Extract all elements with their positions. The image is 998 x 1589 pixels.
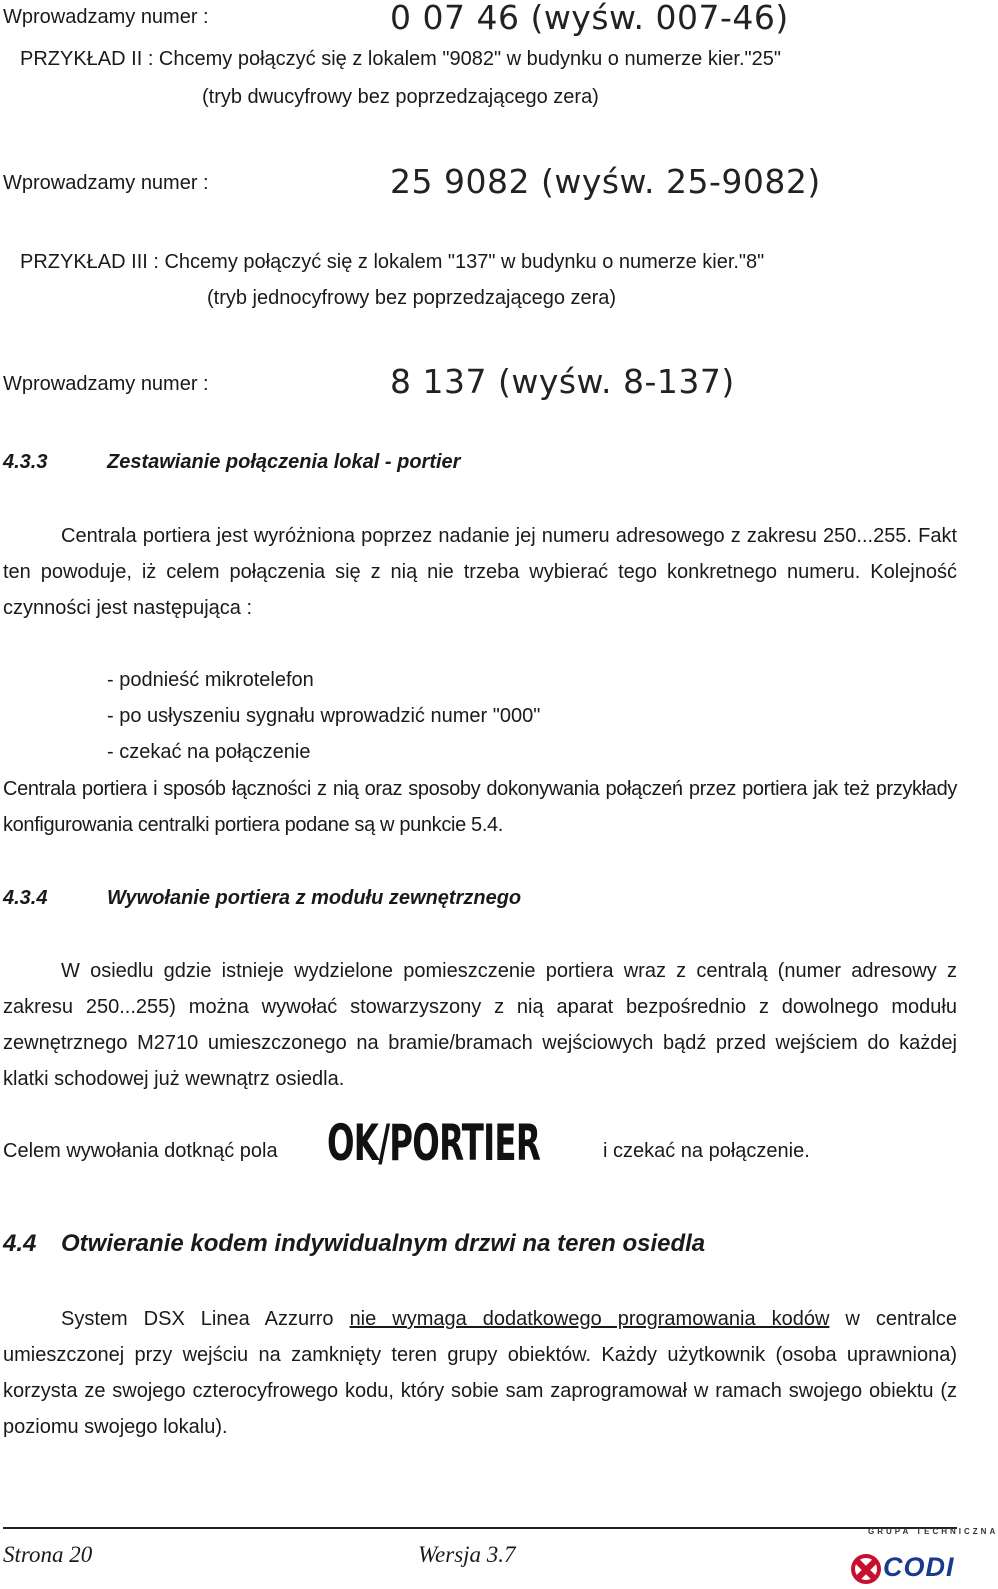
- example3-title: PRZYKŁAD III : Chcemy połączyć się z lokalem "137" w budynku o numerze kier."8": [20, 251, 765, 273]
- logo-group-text: GRUPA TECHNICZNA: [868, 1527, 998, 1536]
- section-44-paragraph: [3, 1301, 957, 1445]
- footer-version: Wersja 3.7: [418, 1542, 516, 1567]
- example1-label: Wprowadzamy numer :: [3, 6, 209, 28]
- section-44-number: 4.4: [3, 1230, 37, 1257]
- step-2: - po usłyszeniu sygnału wprowadzić numer "000": [107, 705, 541, 727]
- section-434-paragraph1-text: W osiedlu gdzie istnieje wydzielone pomieszczenie portiera wraz z centralą (numer adresowy z zakresu 250...255) można wywołać stowarzyszony z nią aparat bezpośrednio z dowolnego modułu zewnętrznego M2710 umieszczonego na bramie/bramach wejściowych bądź przed wejściem do każdej klatki schodowej już wewnątrz osiedla.: [3, 960, 957, 1090]
- example2-label: Wprowadzamy numer :: [3, 172, 209, 194]
- section-433-number: 4.3.3: [3, 451, 48, 473]
- step-3: - czekać na połączenie: [107, 741, 311, 763]
- section-433-paragraph1: [3, 518, 957, 626]
- section-44-text-after: w centralce umieszczonej przy wejściu na zamknięty teren grupy obiektów. Każdy użytkownik (osoba uprawniona) korzysta ze swojego czterocyfrowego kodu, który sobie sam zaprogramował w ramach swojego obiektu (z poziomu swojego lokalu).: [3, 1308, 958, 1438]
- ok-portier-field-label: OK/PORTIER: [327, 1114, 541, 1172]
- section-434-title: Wywołanie portiera z modułu zewnętrznego: [107, 887, 522, 909]
- logo-wordmark: CODI: [883, 1552, 955, 1582]
- call-instruction-after: i czekać na połączenie.: [603, 1140, 810, 1162]
- example3-label: Wprowadzamy numer :: [3, 373, 209, 395]
- section-44-title: Otwieranie kodem indywidualnym drzwi na teren osiedla: [61, 1230, 706, 1257]
- section-433-paragraph2: [3, 771, 957, 843]
- example2-title: PRZYKŁAD II : Chcemy połączyć się z lokalem "9082" w budynku o numerze kier."25": [20, 48, 781, 70]
- section-434-paragraph1: [3, 953, 957, 1097]
- example3-note: (tryb jednocyfrowy bez poprzedzającego zera): [207, 287, 617, 309]
- section-44-text-underlined: nie wymaga dodatkowego programowania kodów: [349, 1308, 830, 1330]
- example2-value: 25 9082 (wyśw. 25-9082): [390, 162, 821, 201]
- section-433-title: Zestawianie połączenia lokal - portier: [107, 451, 461, 473]
- section-44-text-before: System DSX Linea Azzurro: [61, 1308, 334, 1330]
- example1-value: 0 07 46 (wyśw. 007-46): [390, 0, 789, 37]
- footer-page: Strona 20: [3, 1542, 93, 1567]
- step-1: - podnieść mikrotelefon: [107, 669, 314, 691]
- section-433-paragraph1-text: Centrala portiera jest wyróżniona poprzez nadanie jej numeru adresowego z zakresu 250...255. Fakt ten powoduje, iż celem połączenia się z nią nie trzeba wybierać tego konkretnego numeru. Kolejność czynności jest następująca :: [3, 525, 957, 619]
- section-433-paragraph2-text: Centrala portiera i sposób łączności z nią oraz sposoby dokonywania połączeń przez portiera jak też przykłady konfigurowania centralki portiera podane są w punkcie 5.4.: [3, 778, 957, 836]
- section-44-paragraph-text: [3, 1301, 957, 1445]
- example3-value: 8 137 (wyśw. 8-137): [390, 362, 735, 401]
- section-434-number: 4.3.4: [3, 887, 48, 909]
- call-instruction-before: Celem wywołania dotknąć pola: [3, 1140, 278, 1162]
- example2-note: (tryb dwucyfrowy bez poprzedzającego zera): [202, 86, 599, 108]
- footer-divider: [3, 1527, 957, 1529]
- codi-logo-icon: [851, 1554, 881, 1584]
